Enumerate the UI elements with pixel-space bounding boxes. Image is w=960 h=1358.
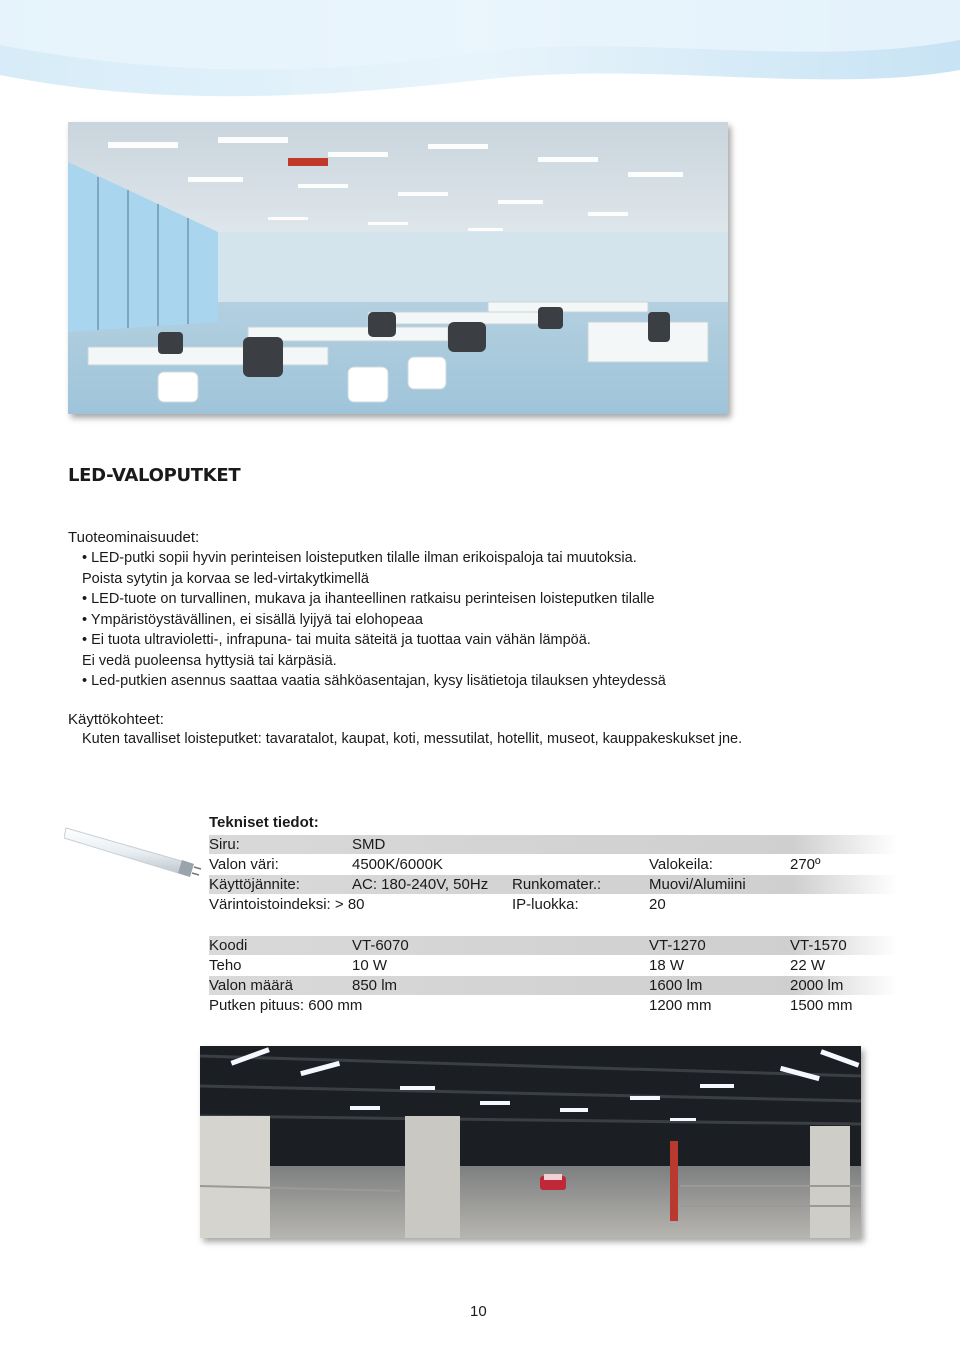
spec-value: Muovi/Alumiini: [649, 876, 746, 893]
model-value: 1600 lm: [649, 977, 703, 994]
model-label: Teho: [209, 957, 242, 974]
office-interior-photo: [68, 122, 728, 414]
list-item: • Ei tuota ultravioletti-, infrapuna- tai muita säteitä ja tuottaa vain vähän lämpöä.: [82, 632, 591, 648]
model-value: VT-6070: [352, 937, 409, 954]
list-item: • Ympäristöystävällinen, ei sisällä lyijyä tai elohopeaa: [82, 611, 423, 628]
spec-label: Valokeila:: [649, 856, 713, 873]
list-item: • LED-putki sopii hyvin perinteisen loisteputken tilalle ilman erikoispaloja tai muutoksia.: [82, 550, 637, 566]
spec-label: Värintoistoindeksi: > 80: [209, 896, 365, 913]
spec-value: SMD: [352, 836, 386, 853]
model-row: [209, 976, 897, 995]
model-label: Valon määrä: [209, 977, 293, 994]
led-tube-icon: [64, 820, 204, 880]
spec-value: 270º: [790, 856, 821, 873]
usage-label: Käyttökohteet:: [68, 711, 164, 728]
page-number: 10: [470, 1303, 487, 1320]
features-label: Tuoteominaisuudet:: [68, 529, 200, 546]
list-item: • Led-putkien asennus saattaa vaatia sähköasentajan, kysy lisätietoja tilauksen yhteydessä: [82, 673, 666, 689]
list-item: • LED-tuote on turvallinen, mukava ja ihanteellinen ratkaisu perinteisen loisteputken tilalle: [82, 591, 655, 607]
model-value: 18 W: [649, 957, 685, 974]
spec-label: Käyttöjännite:: [209, 876, 300, 893]
page-title: LED-VALOPUTKET: [68, 465, 241, 486]
spec-label: Siru:: [209, 836, 240, 853]
model-row: [209, 956, 897, 975]
spec-label: IP-luokka:: [512, 896, 579, 913]
model-value: 2000 lm: [790, 977, 844, 994]
model-value: VT-1570: [790, 937, 847, 954]
usage-text: Kuten tavalliset loisteputket: tavaratalot, kaupat, koti, messutilat, hotellit, museot, kauppakeskukset jne.: [82, 731, 743, 747]
model-label: Putken pituus: 600 mm: [209, 997, 363, 1014]
model-value: 1500 mm: [790, 997, 853, 1014]
features-list: [82, 548, 872, 692]
model-value: 850 lm: [352, 977, 398, 994]
model-value: 22 W: [790, 957, 826, 974]
model-value: 1200 mm: [649, 997, 712, 1014]
spec-row: [209, 835, 897, 854]
spec-value: 4500K/6000K: [352, 856, 443, 873]
parking-photo: [200, 1046, 861, 1238]
header-wave-decoration: [0, 0, 960, 110]
model-row: [209, 996, 897, 1015]
parking-garage-photo: [200, 1046, 861, 1238]
spec-label: Runkomater.:: [512, 876, 602, 893]
spec-row: [209, 875, 897, 894]
spec-value: 20: [649, 896, 666, 913]
model-label: Koodi: [209, 937, 248, 954]
specs-title: Tekniset tiedot:: [209, 814, 319, 831]
model-value: 10 W: [352, 957, 388, 974]
spec-value: AC: 180-240V, 50Hz: [352, 876, 489, 893]
spec-row: [209, 855, 897, 874]
spec-row: [209, 895, 897, 914]
office-photo: [68, 122, 728, 414]
model-row: [209, 936, 897, 955]
model-value: VT-1270: [649, 937, 706, 954]
spec-label: Valon väri:: [209, 856, 279, 873]
list-item: Poista sytytin ja korvaa se led-virtakytkimellä: [82, 570, 369, 587]
list-item: Ei vedä puoleensa hyttysiä tai kärpäsiä.: [82, 652, 337, 669]
